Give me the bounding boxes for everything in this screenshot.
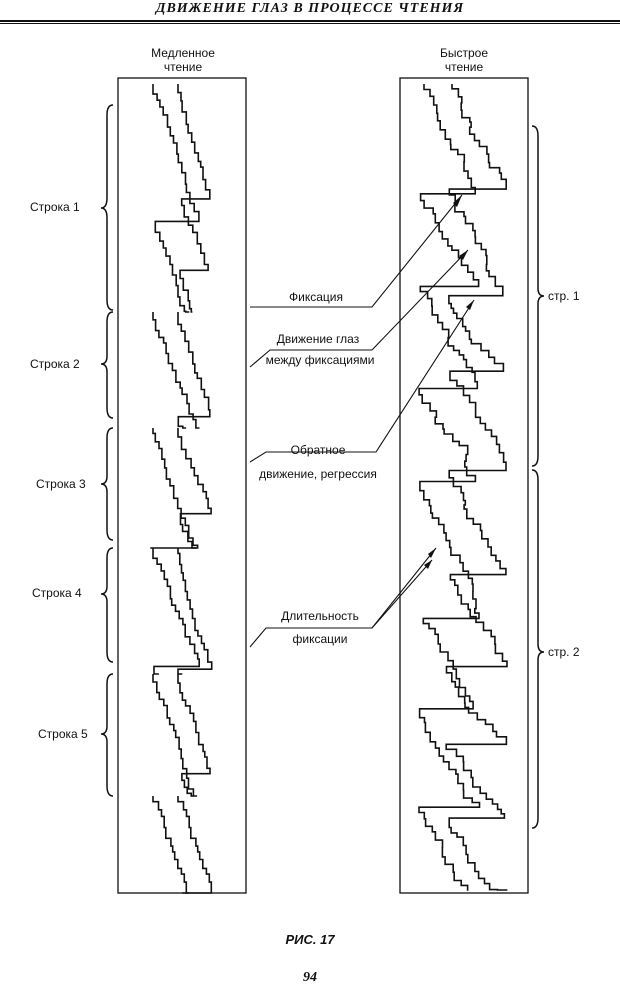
- fast-reading-title-1: Быстрое: [439, 46, 489, 60]
- slow-trace-b: [178, 548, 212, 674]
- brace-page-1: [532, 126, 544, 466]
- duration-label-2: фиксации: [292, 632, 348, 646]
- line-label-2: Строка 2: [30, 357, 80, 371]
- slow-reading-traces: [150, 84, 211, 893]
- slow-trace-a: [150, 428, 197, 548]
- right-page-braces: [532, 126, 544, 828]
- slow-trace-a: [153, 84, 199, 312]
- regression-arrowhead: [466, 300, 474, 310]
- slow-trace-b: [178, 674, 210, 796]
- brace-line-1: [101, 105, 113, 310]
- saccade-pointer: [250, 250, 468, 367]
- fixation-pointer: [250, 195, 462, 307]
- regression-pointer: [250, 300, 474, 462]
- regression-label-2: движение, регрессия: [259, 467, 377, 481]
- line-label-5: Строка 5: [38, 727, 88, 741]
- slow-trace-b: [178, 84, 210, 312]
- page-number: 94: [303, 970, 317, 985]
- page-label-2: стр. 2: [548, 645, 580, 659]
- fast-reading-traces: [419, 84, 507, 890]
- brace-line-2: [101, 312, 113, 418]
- figure-caption: РИС. 17: [285, 932, 335, 947]
- regression-label-1: Обратное: [290, 443, 346, 457]
- line-label-3: Строка 3: [36, 477, 86, 491]
- page-label-1: стр. 1: [548, 289, 580, 303]
- saccade-label-2: между фиксациями: [265, 353, 375, 367]
- line-label-4: Строка 4: [32, 586, 82, 600]
- line-label-1: Строка 1: [30, 200, 80, 214]
- fast-reading-title-2: чтение: [444, 60, 484, 74]
- slow-trace-b: [178, 796, 211, 893]
- saccade-label-1: Движение глаз: [276, 332, 360, 346]
- slow-trace-a: [153, 312, 200, 428]
- running-title: ДВИЖЕНИЕ ГЛАЗ В ПРОЦЕССЕ ЧТЕНИЯ: [155, 1, 465, 16]
- brace-line-4: [101, 548, 113, 662]
- slow-trace-a: [153, 674, 197, 796]
- left-line-braces: [101, 105, 113, 796]
- fixation-label: Фиксация: [289, 290, 343, 304]
- slow-trace-b: [178, 428, 211, 548]
- brace-line-5: [101, 674, 113, 796]
- brace-page-2: [532, 470, 544, 828]
- slow-trace-b: [178, 312, 210, 428]
- duration-label-1: Длительность: [281, 609, 359, 623]
- slow-reading-title-2: чтение: [163, 60, 203, 74]
- slow-reading-title-1: Медленное: [151, 46, 215, 60]
- fast-trace-a: [419, 84, 480, 890]
- brace-line-3: [101, 428, 113, 540]
- annotation-pointers: [250, 195, 474, 647]
